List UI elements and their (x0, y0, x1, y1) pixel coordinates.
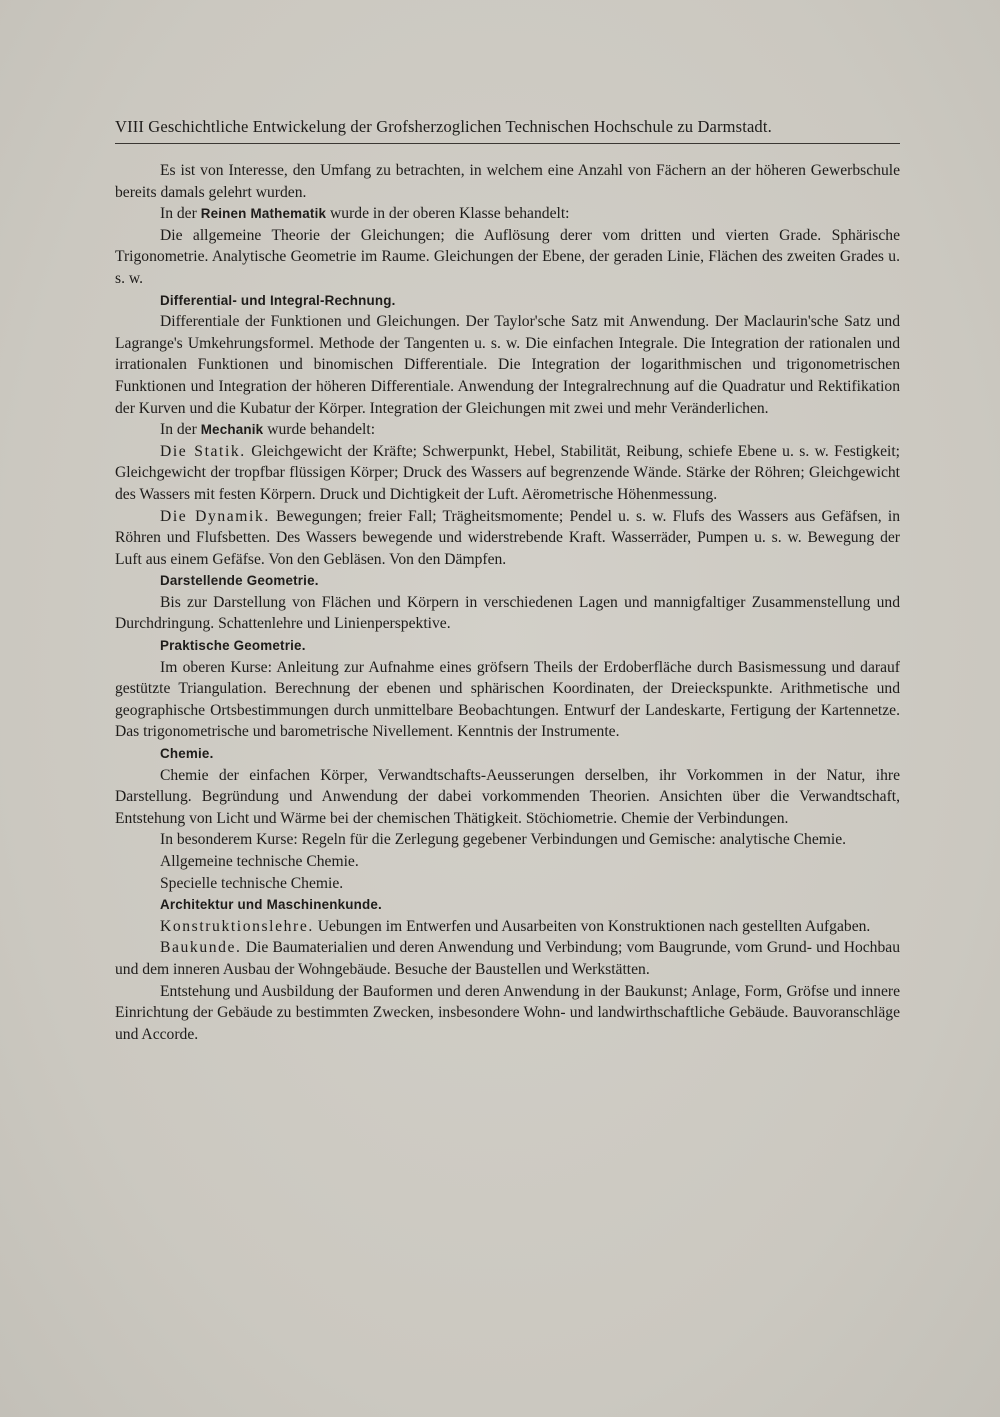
paragraph: Baukunde. Die Baumaterialien und deren Anwendung und Verbindung; vom Baugrunde, vom Grund- und Hochbau und dem inneren Ausbau der Wohngebäude. Besuche der Baustellen und Werkstätten. (115, 939, 900, 978)
paragraph: Die Statik. Gleichgewicht der Kräfte; Schwerpunkt, Hebel, Stabilität, Reibung, schiefe Ebene u. s. w. Festigkeit; Gleichgewicht der tropfbar flüssigen Körper; Druck des Wassers auf begrenzende Wände. Stärke der Röhren; Gleichgewicht des Wassers mit festen Körpern. Druck und Dichtigkeit der Luft. Aërometrische Höhenmessung. (115, 442, 900, 503)
header-rule (115, 143, 900, 144)
spaced-term: Konstruktionslehre. (160, 917, 314, 935)
body-text (115, 160, 900, 1045)
paragraph: Die Dynamik. Bewegungen; freier Fall; Trägheitsmomente; Pendel u. s. w. Flufs des Wassers aus Gefäfsen, in Röhren und Flufsbetten. Des Wassers bewegende und widerstrebende Kraft. Wasserräder, Pumpen u. s. w. Bewegung der Luft aus einem Gefäfse. Von den Gebläsen. Von den Dämpfen. (115, 507, 901, 568)
page-number: VIII (115, 117, 144, 136)
spaced-term: Die Statik. (160, 442, 246, 460)
section-heading: Darstellende Geometrie. (160, 573, 319, 589)
paragraph: Specielle technische Chemie. (160, 874, 344, 892)
running-title: Geschichtliche Entwickelung der Grofsherzoglichen Technischen Hochschule zu Darmstadt. (148, 117, 772, 136)
subject-name: Reinen Mathematik (200, 206, 327, 222)
paragraph: Im oberen Kurse: Anleitung zur Aufnahme eines gröfsern Theils der Erdoberfläche durch Basismessung und darauf gestützte Triangulation. Berechnung der ebenen und sphärischen Koordinaten, der Dreieckspunkte. Arithmetische und geographische Ortsbestimmungen durch unmittelbare Beobachtungen. Entwurf der Landeskarte, Fertigung der Kartennetze. Das trigonometrische und barometrische Nivellement. Kenntnis der Instrumente. (115, 658, 900, 741)
paragraph: Die allgemeine Theorie der Gleichungen; die Auflösung derer vom dritten und vierten Grade. Sphärische Trigonometrie. Analytische Geometrie im Raume. Gleichungen der Ebene, der geraden Linie, Flächen des zweiten Grades u. s. w. (115, 226, 900, 287)
subject-name: Mechanik (200, 422, 264, 438)
spaced-term: Baukunde. (160, 939, 242, 957)
paragraph: Entstehung und Ausbildung der Bauformen und deren Anwendung in der Baukunst; Anlage, Form, Gröfse und innere Einrichtung der Gebäude zu bestimmten Zwecken, insbesondere Wohn- und landwirthschaftliche Gebäude. Bauvoranschläge und Accorde. (115, 982, 900, 1043)
paragraph: Es ist von Interesse, den Umfang zu betrachten, in welchem eine Anzahl von Fächern an der höheren Gewerbschule bereits damals gelehrt wurden. (115, 162, 900, 201)
paragraph: In besonderem Kurse: Regeln für die Zerlegung gegebener Verbindungen und Gemische: analytische Chemie. (160, 831, 847, 849)
paragraph: Differentiale der Funktionen und Gleichungen. Der Taylor'sche Satz mit Anwendung. Der Maclaurin'sche Satz und Lagrange's Umkehrungsformel. Methode der Tangenten u. s. w. Die einfachen Integrale. Die Integration der rationalen und irrationalen Funktionen und binomischen Differentiale. Die Integration der logarithmischen und trigonometrischen Funktionen und Integration der höheren Differentiale. Anwendung der Integralrechnung auf die Quadratur und Rektifikation der Kurven und die Kubatur der Körper. Integration der Gleichungen mit zwei und mehr Veränderlichen. (115, 313, 900, 417)
running-header (115, 117, 900, 137)
paragraph: In der Mechanik wurde behandelt: (160, 421, 376, 439)
paragraph: Bis zur Darstellung von Flächen und Körpern in verschiedenen Lagen und mannigfaltiger Zusammenstellung und Durchdringung. Schattenlehre und Linienperspektive. (115, 593, 900, 633)
paragraph: In der Reinen Mathematik wurde in der oberen Klasse behandelt: (160, 205, 570, 223)
paragraph: Allgemeine technische Chemie. (160, 853, 359, 870)
section-heading: Differential- und Integral-Rechnung. (160, 292, 396, 308)
section-heading: Architektur und Maschinenkunde. (160, 897, 382, 913)
section-heading: Chemie. (160, 746, 214, 762)
paragraph: Chemie der einfachen Körper, Verwandtschafts-Aeusserungen derselben, ihr Vorkommen in der Natur, ihre Darstellung. Begründung und Anwendung der dabei vorkommenden Theorien. Ansichten über die Verwandtschaft, Entstehung von Licht und Wärme bei der chemischen Thätigkeit. Stöchiometrie. Chemie der Verbindungen. (115, 766, 900, 827)
spaced-term: Die Dynamik. (160, 507, 270, 525)
paragraph: Konstruktionslehre. Uebungen im Entwerfen und Ausarbeiten von Konstruktionen nach gestellten Aufgaben. (160, 917, 871, 935)
section-heading: Praktische Geometrie. (160, 638, 306, 654)
